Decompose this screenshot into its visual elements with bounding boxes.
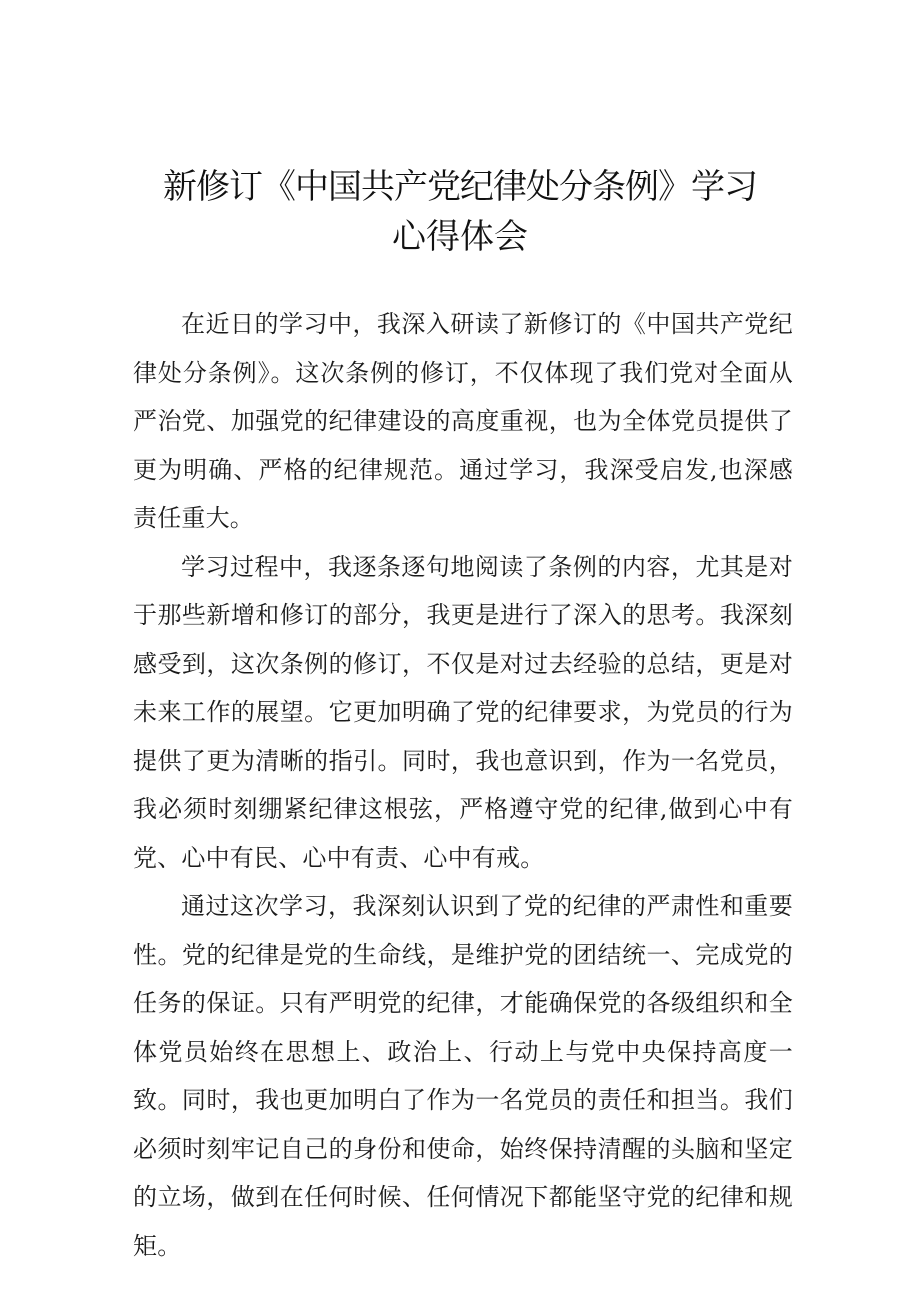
paragraph-3: 通过这次学习，我深刻认识到了党的纪律的严肃性和重要性。党的纪律是党的生命线，是维护党的团结统一、完成党的任务的保证。只有严明党的纪律，才能确保党的各级组织和全体党员始终在思想上、政治上、行动上与党中央保持高度一致。同时，我也更加明白了作为一名党员的责任和担当。我们必须时刻牢记自己的身份和使命，始终保持清醒的头脑和坚定的立场，做到在任何时候、任何情况下都能坚守党的纪律和规矩。 bbox=[133, 892, 793, 1260]
paragraph-1: 在近日的学习中，我深入研读了新修订的《中国共产党纪律处分条例》。这次条例的修订，不仅体现了我们党对全面从严治党、加强党的纪律建设的高度重视，也为全体党员提供了更为明确、严格的纪律规范。通过学习，我深受启发,也深感责任重大。 bbox=[133, 310, 793, 532]
paragraph-2: 学习过程中，我逐条逐句地阅读了条例的内容，尤其是对于那些新增和修订的部分，我更是进行了深入的思考。我深刻感受到，这次条例的修订，不仅是对过去经验的总结，更是对未来工作的展望。它更加明确了党的纪律要求，为党员的行为提供了更为清晰的指引。同时，我也意识到，作为一名党员，我必须时刻绷紧纪律这根弦，严格遵守党的纪律,做到心中有党、心中有民、心中有责、心中有戒。 bbox=[133, 552, 793, 872]
document-title-line2: 心得体会 bbox=[392, 217, 528, 257]
document-title-line1: 新修订《中国共产党纪律处分条例》学习 bbox=[163, 167, 757, 207]
document-body bbox=[133, 300, 793, 1270]
